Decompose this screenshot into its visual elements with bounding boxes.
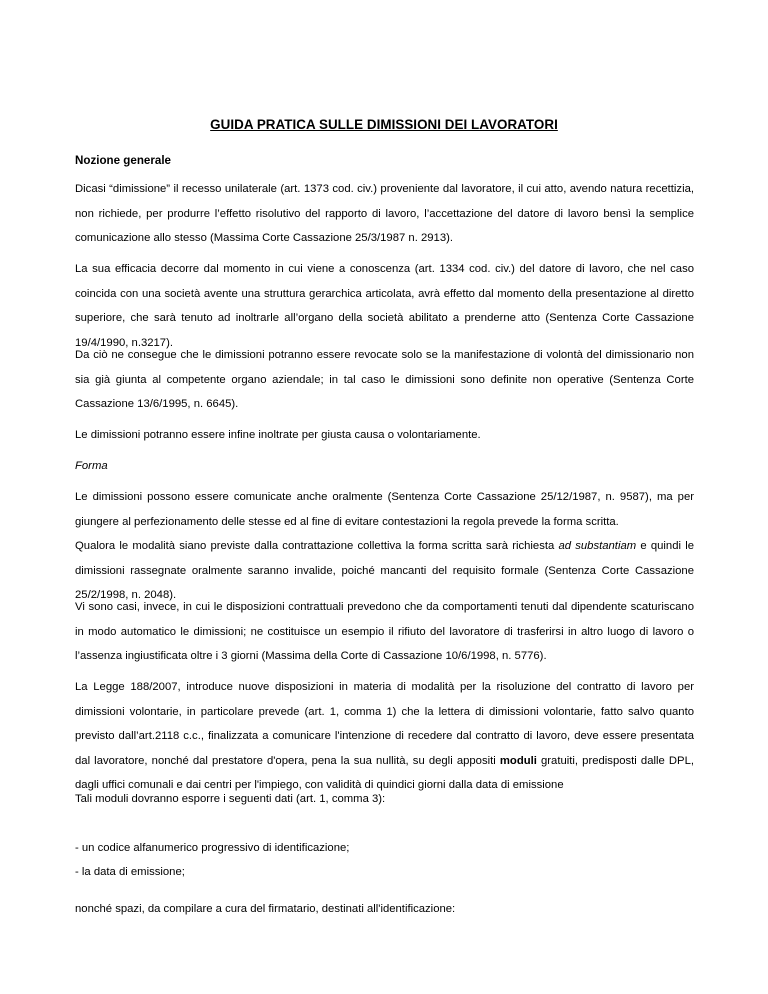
forma-heading: Forma	[75, 460, 108, 472]
paragraph-spaces: nonché spazi, da compilare a cura del firmatario, destinati all'identificazione:	[75, 903, 456, 915]
moduli-term: moduli	[499, 754, 537, 767]
paragraph-revocation: Da ciò ne consegue che le dimissioni potranno essere revocate solo se la manifestazione di volontà del dimissionario non sia già giunta al competente organo aziendale; in tal caso le dimissioni sono definite non operative (Sentenza Corte Cassazione 13/6/1995, n. 6645).	[75, 349, 694, 410]
paragraph-written-form-text-a: Qualora le modalità siano previste dalla contrattazione collettiva la forma scritta sarà richiesta	[75, 540, 555, 552]
paragraph-efficacy: La sua efficacia decorre dal momento in cui viene a conoscenza (art. 1334 cod. civ.) del datore di lavoro, che nel caso coincida con una società avente una struttura gerarchica articolata, avrà effetto dal momento della presentazione al diretto superiore, che sarà tenuto ad inoltrarle all’organo della società abilitato a prenderne atto (Sentenza Corte Cassazione 19/4/1990, n.3217).	[75, 263, 694, 349]
section-heading: Nozione generale	[75, 154, 171, 167]
paragraph-just-cause: Le dimissioni potranno essere infine inoltrate per giusta causa o volontariamente.	[75, 429, 481, 441]
ad-substantiam-term: ad substantiam	[558, 540, 637, 552]
list-item: - la data di emissione;	[75, 866, 185, 878]
paragraph-automatic-dismissal: Vi sono casi, invece, in cui le disposizioni contrattuali prevedono che da comportamenti tenuti dal dipendente scaturiscano in modo automatico le dimissioni; ne costituisce un esempio il rifiuto del lavoratore di trasferirsi in altro luogo di lavoro o l’assenza ingiustificata oltre i 3 giorni (Massima della Corte di Cassazione 10/6/1998, n. 5776).	[75, 601, 694, 662]
paragraph-definition: Dicasi “dimissione” il recesso unilaterale (art. 1373 cod. civ.) proveniente dal lavoratore, il cui atto, avendo natura recettizia, non richiede, per produrre l’effetto risolutivo del rapporto di lavoro, l’accettazione del datore di lavoro bensì la semplice comunicazione allo stesso (Massima Corte Cassazione 25/3/1987 n. 2913).	[75, 183, 694, 244]
paragraph-written-form-text-b: e quindi le dimissioni rassegnate oralmente saranno invalide, poiché mancanti del requisito formale (Sentenza Corte Cassazione 25/2/1998, n. 2048).	[75, 540, 694, 601]
page-title: GUIDA PRATICA SULLE DIMISSIONI DEI LAVORATORI	[210, 117, 558, 132]
paragraph-law-188-text-a: La Legge 188/2007, introduce nuove disposizioni in materia di modalità per la risoluzione del contratto di lavoro per dimissioni volontarie, in particolare prevede (art. 1, comma 1) che la lettera di dimissioni volontarie, fatto salvo quanto previsto dall’art.2118 c.c., finalizzata a comunicare l'intenzione di recedere dal contratto di lavoro, deve essere presentata dal lavoratore, nonché dal prestatore d'opera, pena la sua nullità, su degli appositi	[75, 681, 694, 767]
paragraph-oral-form: Le dimissioni possono essere comunicate anche oralmente (Sentenza Corte Cassazione 25/12/1987, n. 9587), ma per giungere al perfezionamento delle stesse ed al fine di evitare contestazioni la regola prevede la forma scritta.	[75, 491, 694, 528]
paragraph-law-188	[75, 675, 694, 798]
paragraph-law-188-text-b: gratuiti, predisposti dalle DPL, dagli uffici comunali e dai centri per l'impiego, con validità di quindici giorni dalla data di emissione	[75, 754, 695, 791]
list-item: - un codice alfanumerico progressivo di identificazione;	[75, 842, 350, 854]
paragraph-modules-intro: Tali moduli dovranno esporre i seguenti dati (art. 1, comma 3):	[75, 793, 386, 805]
